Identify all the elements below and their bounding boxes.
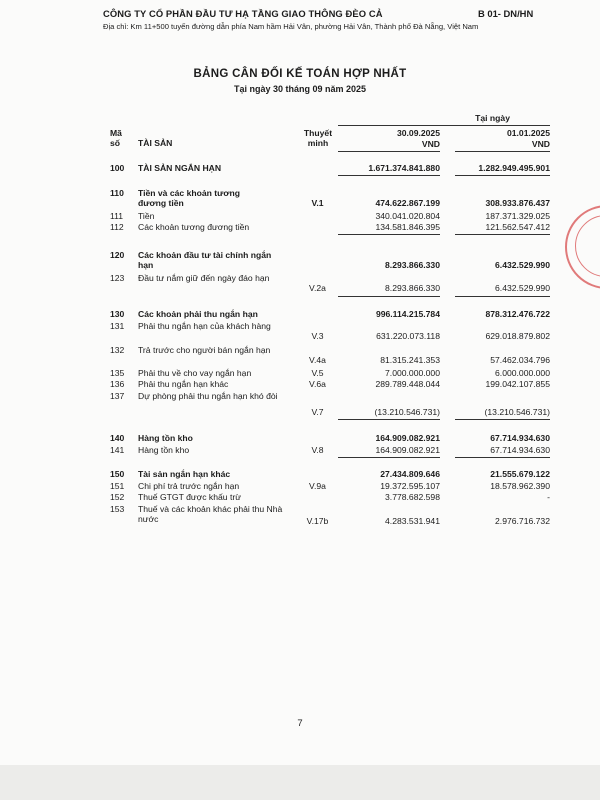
row-code: 152 [110, 492, 125, 502]
row-code: 131 [110, 321, 125, 331]
row-name: Các khoản tương đương tiền [138, 222, 250, 232]
row-value-prior: 6.432.529.990 [495, 283, 550, 293]
row-name: Tài sản ngắn hạn khác [138, 469, 231, 479]
company-address: Địa chỉ: Km 11+500 tuyến đường dẫn phía Nam hầm Hải Vân, phường Hải Vân, Thành phố Đà Nẵng, Việt Nam [103, 22, 479, 31]
row-value-current: 134.581.846.395 [375, 222, 440, 232]
row-value-prior: (13.210.546.731) [484, 407, 550, 417]
column-date2-underline [455, 151, 550, 152]
row-value-current: (13.210.546.731) [374, 407, 440, 417]
company-seal-ring [575, 215, 600, 277]
row-value-prior: 67.714.934.630 [490, 445, 550, 455]
row-note: V.17b [306, 516, 329, 526]
row-code: 151 [110, 481, 125, 491]
row-note: V.8 [311, 445, 324, 455]
column-code-header: Mã số [110, 128, 122, 148]
row-name: Chi phí trả trước ngắn hạn [138, 481, 240, 491]
row-value-current: 474.622.867.199 [375, 198, 440, 208]
row-value-prior: 187.371.329.025 [485, 211, 550, 221]
column-date1-header: 30.09.2025 [396, 128, 440, 138]
column-assets-header: TÀI SẢN [138, 138, 173, 148]
row-note: V.9a [309, 481, 326, 491]
row-name: Thuế và các khoản khác phải thu Nhà nước [138, 504, 283, 524]
subtotal-underline [455, 457, 550, 458]
row-value-current: 340.041.020.804 [375, 211, 440, 221]
total-underline [455, 175, 550, 176]
row-code: 130 [110, 309, 125, 319]
subtotal-underline [455, 296, 550, 297]
row-name: Phải thu ngắn hạn khác [138, 379, 229, 389]
row-name: Đầu tư nắm giữ đến ngày đáo hạn [138, 273, 270, 283]
row-note: V.1 [311, 198, 324, 208]
row-name: TÀI SẢN NGẮN HẠN [138, 163, 222, 173]
row-note: V.6a [309, 379, 326, 389]
row-value-current: 3.778.682.598 [385, 492, 440, 502]
total-underline [338, 175, 440, 176]
row-code: 120 [110, 250, 125, 260]
row-code: 110 [110, 188, 124, 198]
row-code: 135 [110, 368, 125, 378]
row-note: V.3 [311, 331, 324, 341]
row-name: Phải thu về cho vay ngắn hạn [138, 368, 252, 378]
subtotal-underline [338, 234, 440, 235]
row-code: 132 [110, 345, 125, 355]
subtotal-underline [455, 419, 550, 420]
row-code: 140 [110, 433, 125, 443]
row-value-current: 8.293.866.330 [385, 283, 440, 293]
column-group-label: Tại ngày [475, 113, 510, 123]
row-name: Tiền và các khoản tương đương tiền [138, 188, 240, 208]
column-date2-header: 01.01.2025 [506, 128, 550, 138]
row-value-prior: 1.282.949.495.901 [478, 163, 550, 173]
report-title: BẢNG CÂN ĐỐI KẾ TOÁN HỢP NHẤT [193, 68, 407, 80]
row-value-current: 631.220.073.118 [376, 331, 440, 341]
report-date: Tại ngày 30 tháng 09 năm 2025 [233, 84, 367, 94]
row-name: Phải thu ngắn hạn của khách hàng [138, 321, 271, 331]
column-note-header: Thuyết minh [303, 128, 333, 148]
row-name: Dự phòng phải thu ngắn hạn khó đòi [138, 391, 278, 401]
row-name: Các khoản phải thu ngắn hạn [138, 309, 258, 319]
row-name: Hàng tồn kho [138, 433, 193, 443]
row-value-prior: 6.000.000.000 [495, 368, 550, 378]
row-note: V.4a [309, 355, 326, 365]
row-code: 123 [110, 273, 125, 283]
row-value-current: 7.000.000.000 [385, 368, 440, 378]
row-code: 150 [110, 469, 125, 479]
row-value-current: 289.789.448.044 [375, 379, 440, 389]
row-name: Trả trước cho người bán ngắn hạn [138, 345, 271, 355]
row-value-prior: 21.555.679.122 [490, 469, 550, 479]
subtotal-underline [455, 234, 550, 235]
row-value-prior: 67.714.934.630 [490, 433, 550, 443]
page-number: 7 [297, 718, 303, 729]
subtotal-underline [338, 296, 440, 297]
row-code: 100 [110, 163, 125, 173]
row-note: V.2a [309, 283, 326, 293]
row-value-current: 164.909.082.921 [375, 445, 440, 455]
row-code: 137 [110, 391, 125, 401]
row-value-prior: - [547, 492, 550, 502]
row-value-current: 19.372.595.107 [380, 481, 440, 491]
column-date1-underline [338, 151, 440, 152]
row-note: V.5 [311, 368, 324, 378]
row-value-current: 996.114.215.784 [375, 309, 440, 319]
row-value-prior: 878.312.476.722 [485, 309, 550, 319]
column-unit1-header: VND [421, 139, 440, 149]
row-value-prior: 2.976.716.732 [495, 516, 550, 526]
row-name: Thuế GTGT được khấu trừ [138, 492, 241, 502]
column-group-underline [338, 125, 550, 126]
row-value-prior: 308.933.876.437 [485, 198, 550, 208]
row-code: 136 [110, 379, 125, 389]
company-seal [565, 205, 600, 289]
company-name: CÔNG TY CỔ PHẦN ĐẦU TƯ HẠ TẦNG GIAO THÔNG ĐÈO CẢ [103, 8, 383, 19]
column-unit2-header: VND [531, 139, 550, 149]
row-code: 153 [110, 504, 125, 514]
row-value-current: 1.671.374.841.880 [368, 163, 440, 173]
row-value-prior: 18.578.962.390 [490, 481, 550, 491]
row-value-prior: 121.562.547.412 [485, 222, 550, 232]
row-value-current: 8.293.866.330 [385, 260, 440, 270]
form-code: B 01- DN/HN [478, 8, 534, 19]
row-value-current: 4.283.531.941 [385, 516, 440, 526]
row-value-current: 81.315.241.353 [380, 355, 440, 365]
row-value-current: 27.434.809.646 [380, 469, 440, 479]
row-value-current: 164.909.082.921 [375, 433, 440, 443]
row-value-prior: 6.432.529.990 [495, 260, 550, 270]
row-name: Các khoản đầu tư tài chính ngắn hạn [138, 250, 272, 270]
row-name: Hàng tồn kho [138, 445, 190, 455]
subtotal-underline [338, 419, 440, 420]
row-note: V.7 [311, 407, 324, 417]
row-value-prior: 629.018.879.802 [485, 331, 550, 341]
row-value-prior: 57.462.034.796 [490, 355, 550, 365]
row-value-prior: 199.042.107.855 [485, 379, 550, 389]
row-code: 141 [110, 445, 125, 455]
row-code: 112 [110, 222, 124, 232]
page-bottom-margin [0, 765, 600, 800]
row-name: Tiền [138, 211, 155, 221]
subtotal-underline [338, 457, 440, 458]
row-code: 111 [110, 211, 124, 221]
